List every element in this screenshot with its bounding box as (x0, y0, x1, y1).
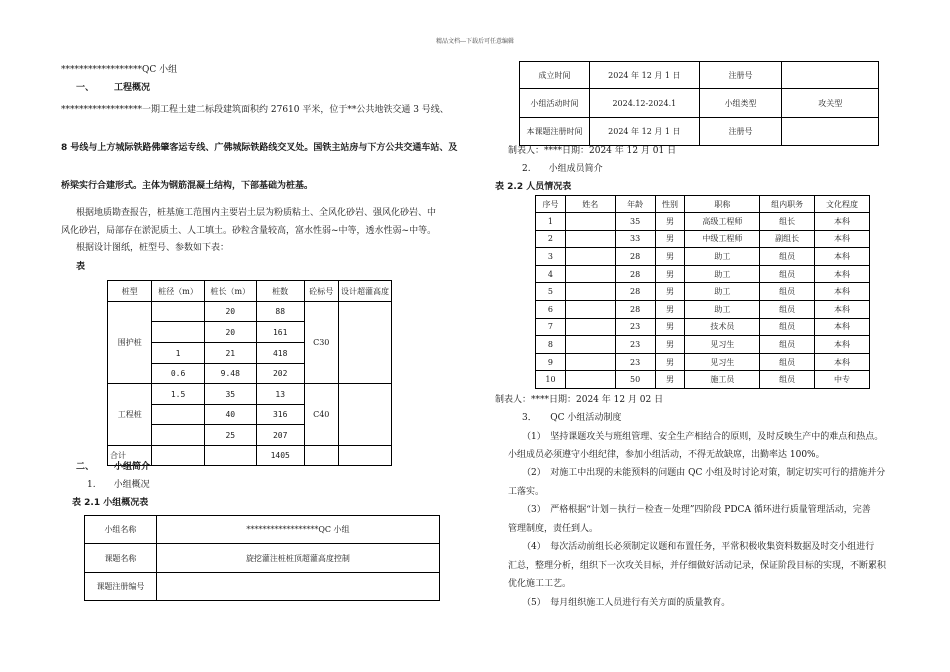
pile-cell: 202 (256, 364, 304, 384)
topic-reg-number-value (156, 573, 439, 601)
member-cell: 23 (615, 353, 655, 371)
member-cell: 男 (655, 265, 685, 283)
pile-cell: 1.5 (152, 384, 204, 405)
member-cell (565, 336, 615, 354)
pile-cell (304, 446, 338, 466)
member-cell (565, 265, 615, 283)
member-cell: 本科 (815, 248, 870, 266)
pile-header-type: 桩型 (108, 281, 152, 302)
member-cell: 35 (615, 213, 655, 231)
member-row (536, 265, 870, 283)
member-cell: 33 (615, 230, 655, 248)
reg-cell: 攻关型 (782, 89, 879, 118)
member-row (536, 318, 870, 336)
rule-4-line-3: 优化施工工艺。 (508, 579, 572, 589)
member-row (536, 283, 870, 301)
pile-overpour-cell (338, 302, 391, 384)
rule-3-line-1: （3） 严格根据“计划－执行－检查－处理”四阶段 PDCA 循环进行质量管理活动，完善 (522, 505, 871, 515)
pile-total-label: 合计 (108, 446, 152, 466)
member-cell: 中专 (815, 371, 870, 389)
member-cell: 男 (655, 353, 685, 371)
member-cell: 男 (655, 230, 685, 248)
pile-cell: 88 (256, 302, 304, 322)
member-header-education: 文化程度 (815, 196, 870, 213)
member-cell: 本科 (815, 265, 870, 283)
topic-name-label: 课题名称 (85, 544, 157, 573)
member-cell: 中级工程师 (685, 230, 760, 248)
member-cell (565, 248, 615, 266)
member-cell: 本科 (815, 318, 870, 336)
table-label: 表 (76, 262, 86, 272)
member-cell: 副组长 (760, 230, 815, 248)
pile-total-value: 1405 (256, 446, 304, 466)
pile-header-grade: 砼标号 (304, 281, 338, 302)
subsection-1: 1. 小组概况 (87, 480, 150, 490)
rule-1-line-2: 小组成员必须遵守小组纪律，参加小组活动，不得无故缺席，出勤率达 100%。 (508, 450, 825, 460)
member-cell: 组员 (760, 353, 815, 371)
pile-cell: 161 (256, 322, 304, 343)
member-cell (565, 371, 615, 389)
geology-line-3: 根据设计图纸，桩型号、参数如下表： (76, 243, 230, 253)
pile-cell (152, 425, 204, 446)
member-cell: 男 (655, 371, 685, 389)
member-cell: 助工 (685, 300, 760, 318)
overview-line-2: 8 号线与上方城际铁路佛肇客运专线、广佛城际铁路线交叉处。国铁主站房与下方公共交通车站、及 (61, 143, 458, 153)
topic-reg-number-label: 课题注册编号 (85, 573, 157, 601)
member-row (536, 300, 870, 318)
reg-cell: 小组类型 (699, 89, 782, 118)
reg-cell: 2024 年 12 月 1 日 (589, 62, 699, 89)
pile-overpour-cell (338, 384, 391, 446)
pile-cell (338, 446, 391, 466)
reg-cell: 本课题注册时间 (520, 118, 590, 146)
member-cell: 2 (536, 230, 566, 248)
member-cell: 组员 (760, 265, 815, 283)
pile-header-count: 桩数 (256, 281, 304, 302)
member-cell (565, 300, 615, 318)
member-row (536, 371, 870, 389)
member-cell: 本科 (815, 353, 870, 371)
member-cell: 组员 (760, 283, 815, 301)
member-cell: 技术员 (685, 318, 760, 336)
member-cell (565, 230, 615, 248)
member-cell: 7 (536, 318, 566, 336)
member-cell: 本科 (815, 300, 870, 318)
member-cell: 组员 (760, 371, 815, 389)
member-cell: 23 (615, 336, 655, 354)
member-row (536, 213, 870, 231)
rule-3-line-2: 管理制度，责任到人。 (508, 524, 599, 534)
pile-cell: 20 (204, 322, 256, 343)
reg-cell: 2024.12-2024.1 (589, 89, 699, 118)
member-cell: 组员 (760, 300, 815, 318)
section1-title: 工程概况 (114, 83, 151, 93)
member-cell: 5 (536, 283, 566, 301)
rule-4-line-1: （4） 每次活动前组长必须制定议题和布置任务，平常积极收集资料数据及时交小组进行 (522, 542, 875, 552)
member-cell: 组员 (760, 318, 815, 336)
member-row (536, 230, 870, 248)
section1-number: 一、 (76, 83, 95, 93)
section2-number: 二、 (76, 462, 95, 472)
member-cell: 28 (615, 248, 655, 266)
member-header-no: 序号 (536, 196, 566, 213)
group-overview-table (84, 515, 440, 601)
pile-cell (204, 446, 256, 466)
geology-line-1: 根据地质勘查报告，桩基施工范围内主要岩土层为粉质粘土、全风化砂岩、强风化砂岩、中 (76, 208, 437, 218)
member-cell: 助工 (685, 265, 760, 283)
member-cell: 本科 (815, 213, 870, 231)
rule-2-line-2: 工落实。 (508, 487, 545, 497)
overview-line-3: 桥梁实行合建形式。主体为钢筋混凝土结构，下部基础为桩基。 (61, 181, 314, 191)
group-name-value: ******************QC 小组 (156, 516, 439, 544)
reg-cell: 2024 年 12 月 1 日 (589, 118, 699, 146)
reg-cell: 注册号 (699, 62, 782, 89)
made-by-1: 制表人：****日期：2024 年 12 月 01 日 (508, 146, 677, 156)
pile-header-diameter: 桩径（m） (152, 281, 204, 302)
pile-cell: 35 (204, 384, 256, 405)
pile-cell: 9.48 (204, 364, 256, 384)
member-row (536, 353, 870, 371)
group-name-label: 小组名称 (85, 516, 157, 544)
pile-cell: 316 (256, 405, 304, 425)
member-cell: 组员 (760, 248, 815, 266)
rule-5-line-1: （5） 每月组织施工人员进行有关方面的质量教育。 (522, 598, 731, 608)
pile-group-engineering: 工程桩 (108, 384, 152, 446)
overview-line-1: ******************一期工程土建二标段建筑面积约 27610 平米，位于**公共地铁交通 3 号线、 (61, 105, 449, 115)
reg-cell: 注册号 (699, 118, 782, 146)
member-cell: 助工 (685, 248, 760, 266)
member-cell: 见习生 (685, 353, 760, 371)
registration-table (519, 61, 879, 146)
member-cell: 1 (536, 213, 566, 231)
member-cell: 助工 (685, 283, 760, 301)
member-cell: 6 (536, 300, 566, 318)
member-cell: 28 (615, 283, 655, 301)
member-cell: 28 (615, 300, 655, 318)
member-cell: 男 (655, 336, 685, 354)
member-header-age: 年龄 (615, 196, 655, 213)
member-cell: 本科 (815, 230, 870, 248)
pile-cell: 0.6 (152, 364, 204, 384)
member-cell: 组长 (760, 213, 815, 231)
pile-header-length: 桩长（m） (204, 281, 256, 302)
member-cell: 本科 (815, 283, 870, 301)
pile-cell: 40 (204, 405, 256, 425)
member-cell: 10 (536, 371, 566, 389)
geology-line-2: 风化砂岩，局部存在淤泥质土、人工填土。砂粒含量较高，富水性弱~中等，透水性弱~中等。 (61, 226, 437, 236)
rule-1-line-1: （1） 坚持课题攻关与班组管理、安全生产相结合的原则，及时反映生产中的难点和热点。 (522, 432, 884, 442)
subsection-3: 3． QC 小组活动制度 (522, 413, 622, 423)
pile-cell: 20 (204, 302, 256, 322)
pile-grade-c30: C30 (304, 302, 338, 384)
pile-table (107, 280, 392, 466)
page-header: 精品文档---下载后可任意编辑 (435, 38, 515, 45)
reg-cell: 小组活动时间 (520, 89, 590, 118)
pile-cell (152, 446, 204, 466)
member-cell: 施工员 (685, 371, 760, 389)
reg-cell: 成立时间 (520, 62, 590, 89)
made-by-2: 制表人：****日期：2024 年 12 月 02 日 (495, 395, 664, 405)
member-cell: 50 (615, 371, 655, 389)
member-cell (565, 213, 615, 231)
group-title: ******************QC 小组 (61, 65, 178, 75)
member-header-role: 组内职务 (760, 196, 815, 213)
member-cell: 3 (536, 248, 566, 266)
member-cell: 4 (536, 265, 566, 283)
pile-header-overpour: 设计超灌高度 (338, 281, 391, 302)
pile-cell: 25 (204, 425, 256, 446)
table22-label: 表 2.2 人员情况表 (495, 182, 572, 192)
member-cell: 男 (655, 248, 685, 266)
pile-cell: 207 (256, 425, 304, 446)
pile-cell (152, 302, 204, 322)
member-cell (565, 283, 615, 301)
pile-cell: 418 (256, 343, 304, 364)
member-cell: 8 (536, 336, 566, 354)
pile-cell: 21 (204, 343, 256, 364)
member-cell (565, 318, 615, 336)
member-cell: 男 (655, 300, 685, 318)
member-cell: 23 (615, 318, 655, 336)
member-row (536, 336, 870, 354)
member-cell (565, 353, 615, 371)
member-cell: 本科 (815, 336, 870, 354)
pile-cell (152, 405, 204, 425)
section2-title: 小组简介 (114, 462, 151, 472)
member-cell: 9 (536, 353, 566, 371)
table21-label: 表 2.1 小组概况表 (72, 498, 149, 508)
rule-2-line-1: （2） 对施工中出现的未能预料的问题由 QC 小组及时讨论对策，制定切实可行的措施并分 (522, 468, 886, 478)
member-row (536, 248, 870, 266)
pile-group-retaining: 围护桩 (108, 302, 152, 384)
member-cell: 组员 (760, 336, 815, 354)
topic-name-value: 旋挖灌注桩桩顶超灌高度控制 (156, 544, 439, 573)
member-cell: 男 (655, 318, 685, 336)
member-cell: 男 (655, 283, 685, 301)
pile-cell: 13 (256, 384, 304, 405)
pile-cell (152, 322, 204, 343)
rule-4-line-2: 汇总，整理分析，组织下一次攻关目标，并仔细做好活动记录，保证阶段目标的实现，不断累积 (508, 561, 887, 571)
pile-grade-c40: C40 (304, 384, 338, 446)
member-header-gender: 性别 (655, 196, 685, 213)
member-cell: 见习生 (685, 336, 760, 354)
pile-cell: 1 (152, 343, 204, 364)
member-table (535, 195, 870, 389)
member-cell: 高级工程师 (685, 213, 760, 231)
subsection-2: 2. 小组成员简介 (522, 164, 603, 174)
reg-cell (782, 62, 879, 89)
member-header-title: 职称 (685, 196, 760, 213)
member-cell: 男 (655, 213, 685, 231)
member-cell: 28 (615, 265, 655, 283)
reg-cell (782, 118, 879, 146)
member-header-name: 姓名 (565, 196, 615, 213)
